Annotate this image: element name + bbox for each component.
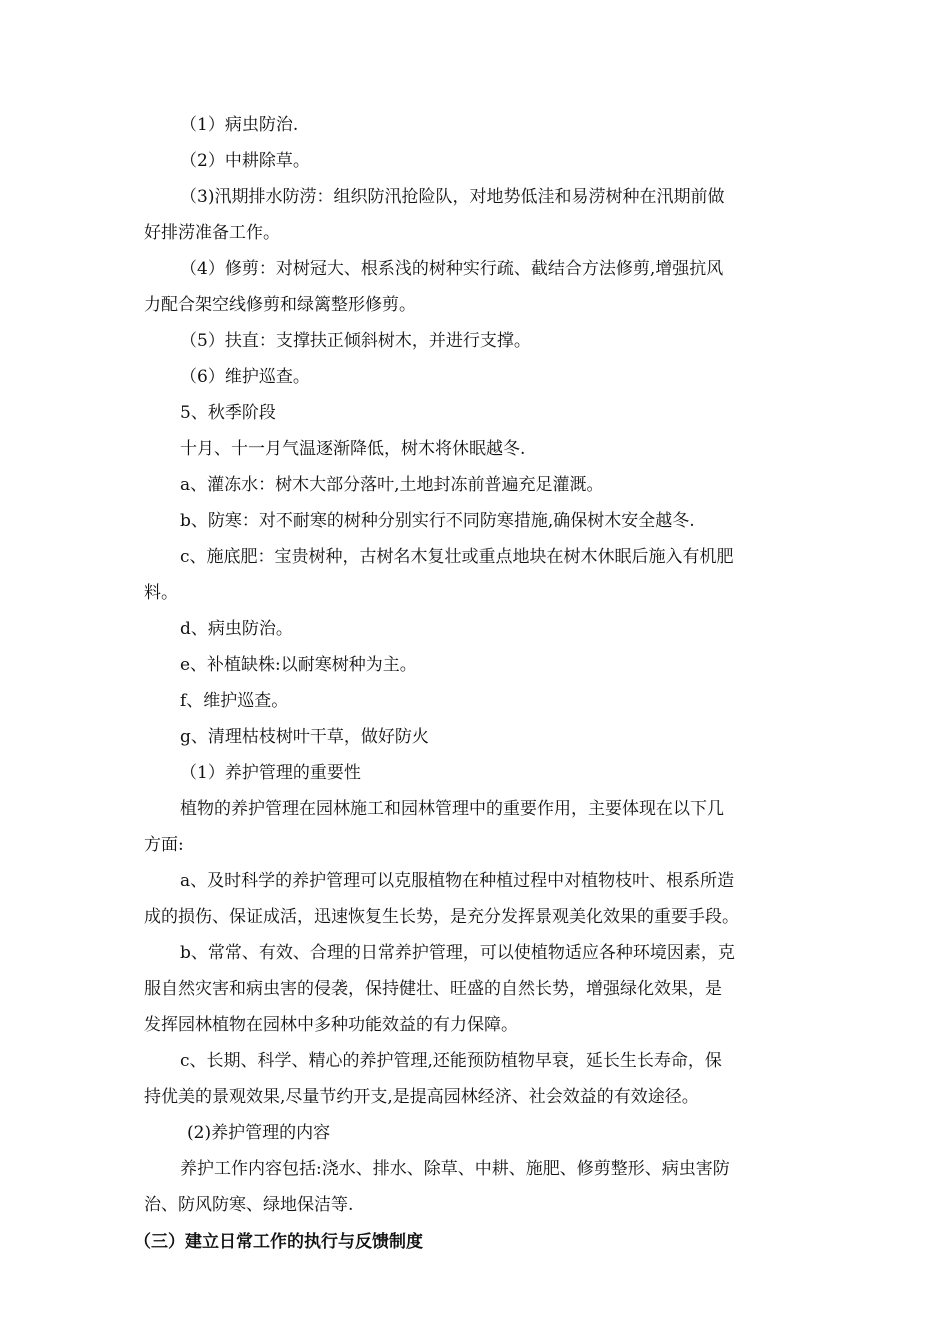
text-line: f、维护巡查。 <box>180 691 289 711</box>
text-line: d、病虫防治。 <box>180 619 293 639</box>
text-line: a、灌冻水：树木大部分落叶,土地封冻前普遍充足灌溉。 <box>180 475 604 495</box>
chapter-heading: （三）建立日常工作的执行与反馈制度 <box>134 1232 423 1252</box>
text-line: 发挥园林植物在园林中多种功能效益的有力保障。 <box>144 1015 518 1035</box>
section-heading: 5、秋季阶段 <box>180 403 276 423</box>
text-line: （1）病虫防治. <box>180 115 299 135</box>
text-line: （5）扶直：支撑扶正倾斜树木，并进行支撑。 <box>180 331 531 351</box>
text-line: （6）维护巡查。 <box>180 367 310 387</box>
text-line: 方面: <box>144 835 184 855</box>
text-line: c、长期、科学、精心的养护管理,还能预防植物早衰，延长生长寿命，保 <box>180 1051 722 1071</box>
text-line: b、常常、有效、合理的日常养护管理，可以使植物适应各种环境因素，克 <box>180 943 735 963</box>
text-line: 持优美的景观效果,尽量节约开支,是提高园林经济、社会效益的有效途径。 <box>144 1087 699 1107</box>
subsection-heading: （1）养护管理的重要性 <box>180 763 361 783</box>
text-line: （2）中耕除草。 <box>180 151 310 171</box>
text-line: 治、防风防寒、绿地保洁等. <box>144 1195 354 1215</box>
text-line: 力配合架空线修剪和绿篱整形修剪。 <box>144 295 416 315</box>
text-line: 养护工作内容包括:浇水、排水、除草、中耕、施肥、修剪整形、病虫害防 <box>180 1159 730 1179</box>
text-line: c、施底肥：宝贵树种，古树名木复壮或重点地块在树木休眠后施入有机肥 <box>180 547 734 567</box>
subsection-heading: (2)养护管理的内容 <box>187 1123 331 1143</box>
text-line: 植物的养护管理在园林施工和园林管理中的重要作用，主要体现在以下几 <box>180 799 724 819</box>
text-line: 成的损伤、保证成活，迅速恢复生长势，是充分发挥景观美化效果的重要手段。 <box>144 907 739 927</box>
text-line: 十月、十一月气温逐渐降低，树木将休眠越冬. <box>180 439 526 459</box>
text-line: 好排涝准备工作。 <box>144 223 280 243</box>
text-line: （3)汛期排水防涝：组织防汛抢险队，对地势低洼和易涝树种在汛期前做 <box>180 187 725 207</box>
text-line: （4）修剪：对树冠大、根系浅的树种实行疏、截结合方法修剪,增强抗风 <box>180 259 724 279</box>
text-line: b、防寒：对不耐寒的树种分别实行不同防寒措施,确保树木安全越冬. <box>180 511 695 531</box>
text-line: 服自然灾害和病虫害的侵袭，保持健壮、旺盛的自然长势，增强绿化效果，是 <box>144 979 722 999</box>
text-line: a、及时科学的养护管理可以克服植物在种植过程中对植物枝叶、根系所造 <box>180 871 735 891</box>
text-line: 料。 <box>144 583 178 603</box>
text-line: e、补植缺株:以耐寒树种为主。 <box>180 655 417 675</box>
text-line: g、清理枯枝树叶干草，做好防火 <box>180 727 429 747</box>
